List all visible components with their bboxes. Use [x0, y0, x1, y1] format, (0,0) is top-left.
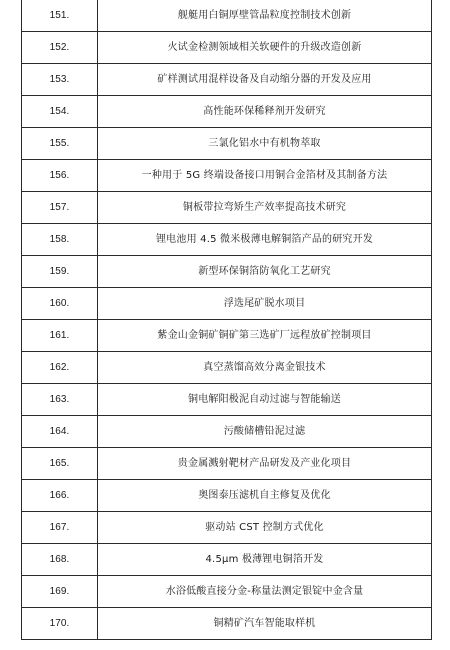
project-name: 矿样测试用混样设备及自动缩分器的开发及应用	[98, 64, 432, 96]
row-number: 160.	[22, 288, 98, 320]
project-name: 浮选尾矿脱水项目	[98, 288, 432, 320]
table-row	[22, 320, 432, 352]
table-row	[22, 128, 432, 160]
project-name: 奥图泰压滤机自主修复及优化	[98, 480, 432, 512]
table-row	[22, 416, 432, 448]
project-name: 一种用于 5G 终端设备接口用铜合金箔材及其制备方法	[98, 160, 432, 192]
project-name: 真空蒸馏高效分离金银技术	[98, 352, 432, 384]
table-row	[22, 224, 432, 256]
project-name: 锂电池用 4.5 微米极薄电解铜箔产品的研究开发	[98, 224, 432, 256]
row-number: 152.	[22, 32, 98, 64]
project-name: 铜精矿汽车智能取样机	[98, 608, 432, 640]
project-name: 铜电解阳极泥自动过滤与智能输送	[98, 384, 432, 416]
project-name: 驱动站 CST 控制方式优化	[98, 512, 432, 544]
table-row	[22, 0, 432, 32]
row-number: 156.	[22, 160, 98, 192]
row-number: 161.	[22, 320, 98, 352]
table-row	[22, 192, 432, 224]
project-name: 新型环保铜箔防氧化工艺研究	[98, 256, 432, 288]
row-number: 163.	[22, 384, 98, 416]
table-row	[22, 480, 432, 512]
project-name: 舰艇用白铜厚壁管晶粒度控制技术创新	[98, 0, 432, 32]
table-row	[22, 96, 432, 128]
table-row	[22, 256, 432, 288]
table-row	[22, 384, 432, 416]
table-row	[22, 288, 432, 320]
table-row	[22, 544, 432, 576]
table-row	[22, 160, 432, 192]
row-number: 165.	[22, 448, 98, 480]
project-table	[21, 0, 432, 640]
row-number: 155.	[22, 128, 98, 160]
row-number: 159.	[22, 256, 98, 288]
row-number: 169.	[22, 576, 98, 608]
row-number: 151.	[22, 0, 98, 32]
table-row	[22, 32, 432, 64]
row-number: 167.	[22, 512, 98, 544]
row-number: 166.	[22, 480, 98, 512]
table-row	[22, 512, 432, 544]
project-name: 4.5μm 极薄锂电铜箔开发	[98, 544, 432, 576]
table-row	[22, 448, 432, 480]
row-number: 164.	[22, 416, 98, 448]
row-number: 153.	[22, 64, 98, 96]
project-name: 贵金属溅射靶材产品研发及产业化项目	[98, 448, 432, 480]
project-name: 铜板带拉弯矫生产效率提高技术研究	[98, 192, 432, 224]
row-number: 168.	[22, 544, 98, 576]
table-row	[22, 608, 432, 640]
project-name: 高性能环保稀释剂开发研究	[98, 96, 432, 128]
table-row	[22, 352, 432, 384]
row-number: 170.	[22, 608, 98, 640]
row-number: 157.	[22, 192, 98, 224]
table-body	[22, 0, 432, 640]
project-name: 火试金检测领域相关软硬件的升级改造创新	[98, 32, 432, 64]
table-row	[22, 64, 432, 96]
table-row	[22, 576, 432, 608]
row-number: 158.	[22, 224, 98, 256]
project-name: 水浴低酸直接分金-称量法测定银锭中金含量	[98, 576, 432, 608]
row-number: 154.	[22, 96, 98, 128]
project-name: 三氯化铝水中有机物萃取	[98, 128, 432, 160]
project-name: 污酸储槽铅泥过滤	[98, 416, 432, 448]
row-number: 162.	[22, 352, 98, 384]
project-name: 紫金山金铜矿铜矿第三选矿厂远程放矿控制项目	[98, 320, 432, 352]
